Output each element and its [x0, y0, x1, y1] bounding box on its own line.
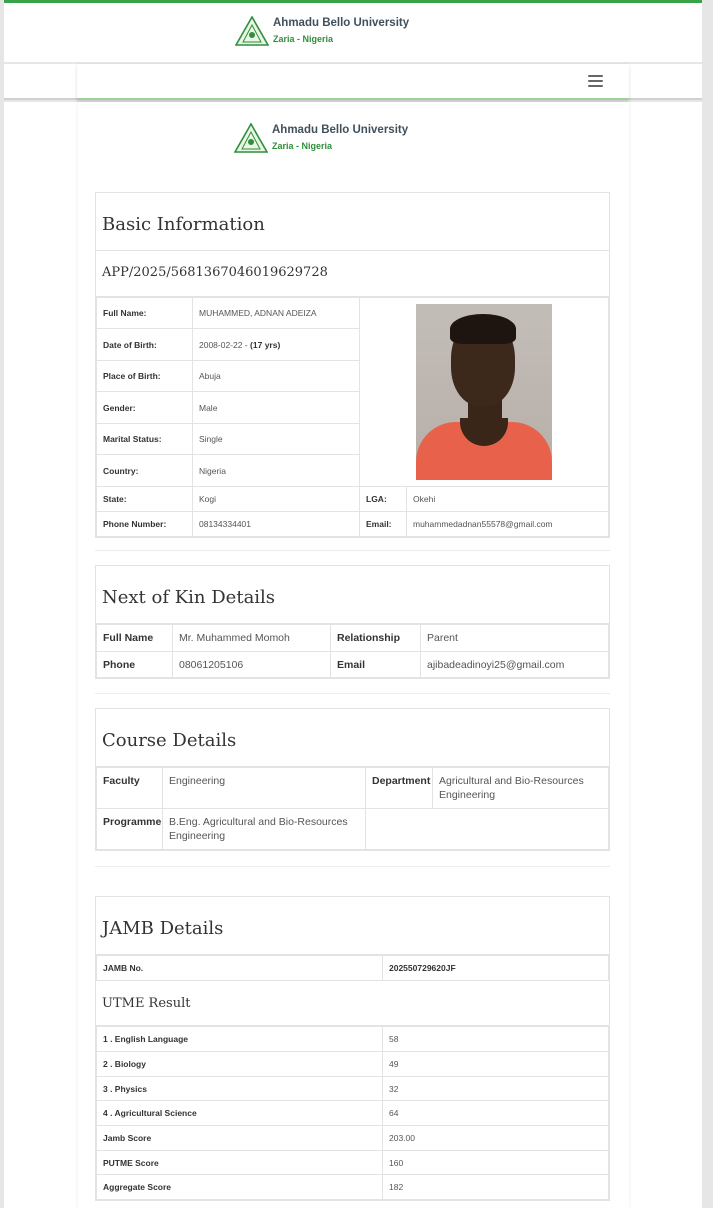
course-details-section [95, 708, 610, 851]
section-title: Basic Information [96, 193, 609, 251]
next-of-kin-section [95, 565, 610, 679]
divider [95, 866, 610, 867]
aggregate-score-label: Aggregate Score [97, 1175, 383, 1200]
lga-label: LGA: [360, 487, 407, 512]
pob-label: Place of Birth: [97, 361, 193, 392]
utme-result-title: UTME Result [96, 981, 609, 1026]
subject-score: 64 [383, 1101, 609, 1126]
kin-relationship-label: Relationship [331, 625, 421, 652]
navbar-inner [77, 64, 629, 100]
university-location: Zaria - Nigeria [272, 141, 333, 151]
top-header [4, 0, 702, 62]
faculty-value: Engineering [163, 768, 366, 809]
menu-icon[interactable] [588, 75, 603, 88]
university-location: Zaria - Nigeria [273, 34, 334, 44]
putme-score-label: PUTME Score [97, 1151, 383, 1175]
divider [95, 550, 610, 551]
divider [95, 693, 610, 694]
subject-name: 3 . Physics [97, 1077, 383, 1101]
subject-name: 4 . Agricultural Science [97, 1101, 383, 1126]
subject-name: 1 . English Language [97, 1027, 383, 1052]
jamb-details-section [95, 896, 610, 1201]
university-logo[interactable] [235, 16, 409, 46]
section-title: Course Details [96, 709, 609, 767]
marital-status-label: Marital Status: [97, 424, 193, 455]
subject-score: 32 [383, 1077, 609, 1101]
lga-value: Okehi [407, 487, 609, 512]
state-value: Kogi [193, 487, 360, 512]
phone-label: Phone Number: [97, 512, 193, 537]
aggregate-score-value: 182 [383, 1175, 609, 1200]
dob-value: 2008-02-22 - (17 yrs) [193, 329, 360, 361]
kin-name-value: Mr. Muhammed Momoh [173, 625, 331, 652]
email-label: Email: [360, 512, 407, 537]
programme-value: B.Eng. Agricultural and Bio-Resources Engineering [163, 809, 366, 850]
kin-phone-value: 08061205106 [173, 652, 331, 678]
pob-value: Abuja [193, 361, 360, 392]
age-value: (17 yrs) [250, 339, 281, 350]
phone-value: 08134334401 [193, 512, 360, 537]
subject-score: 58 [383, 1027, 609, 1052]
state-label: State: [97, 487, 193, 512]
jamb-number-label: JAMB No. [97, 956, 383, 981]
department-value: Agricultural and Bio-Resources Engineering [433, 768, 609, 809]
crest-icon [235, 16, 269, 46]
basic-information-section [95, 192, 610, 538]
kin-name-label: Full Name [97, 625, 173, 652]
country-value: Nigeria [193, 455, 360, 487]
section-title: Next of Kin Details [96, 566, 609, 624]
application-page [78, 102, 629, 1208]
application-number: APP/2025/5681367046019629728 [96, 251, 609, 297]
full-name-value: MUHAMMED, ADNAN ADEIZA [193, 298, 360, 329]
kin-email-value: ajibadeadinoyi25@gmail.com [421, 652, 609, 678]
section-title: JAMB Details [96, 897, 609, 955]
page-logo [234, 123, 408, 153]
email-value: muhammedadnan55578@gmail.com [407, 512, 609, 537]
marital-status-value: Single [193, 424, 360, 455]
university-name: Ahmadu Bello University [273, 17, 410, 29]
subject-name: 2 . Biology [97, 1052, 383, 1077]
subject-score: 49 [383, 1052, 609, 1077]
passport-photo-cell [360, 298, 609, 487]
programme-label: Programme [97, 809, 163, 850]
faculty-label: Faculty [97, 768, 163, 809]
gender-label: Gender: [97, 392, 193, 424]
jamb-score-value: 203.00 [383, 1126, 609, 1151]
gender-value: Male [193, 392, 360, 424]
navbar [4, 64, 702, 100]
jamb-number-value: 202550729620JF [383, 956, 609, 981]
full-name-label: Full Name: [97, 298, 193, 329]
kin-phone-label: Phone [97, 652, 173, 678]
putme-score-value: 160 [383, 1151, 609, 1175]
country-label: Country: [97, 455, 193, 487]
crest-icon [234, 123, 268, 153]
kin-email-label: Email [331, 652, 421, 678]
department-label: Department [366, 768, 433, 809]
passport-photo [416, 304, 552, 480]
university-name: Ahmadu Bello University [272, 124, 409, 136]
empty-cell [366, 809, 609, 850]
kin-relationship-value: Parent [421, 625, 609, 652]
jamb-score-label: Jamb Score [97, 1126, 383, 1151]
dob-label: Date of Birth: [97, 329, 193, 361]
